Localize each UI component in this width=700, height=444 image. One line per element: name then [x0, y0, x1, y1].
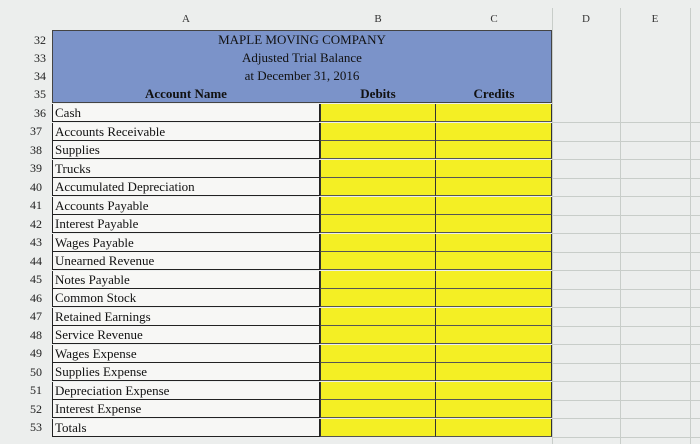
row-number[interactable]: 33 — [34, 50, 46, 65]
debit-input-cell[interactable] — [320, 289, 436, 307]
account-name-cell[interactable]: Service Revenue — [52, 326, 320, 344]
row-number[interactable]: 50 — [30, 364, 42, 379]
grid-line — [620, 8, 621, 444]
row-number[interactable]: 49 — [30, 346, 42, 360]
account-name-cell[interactable]: Trucks — [52, 160, 320, 178]
row-number[interactable]: 47 — [30, 309, 42, 323]
grid-line — [552, 326, 700, 327]
credit-input-cell[interactable] — [436, 419, 552, 437]
credit-input-cell[interactable] — [436, 160, 552, 178]
row-number[interactable]: 34 — [34, 68, 46, 83]
debit-input-cell[interactable] — [320, 400, 436, 418]
credit-input-cell[interactable] — [436, 326, 552, 344]
credit-input-cell[interactable] — [436, 345, 552, 363]
credit-input-cell[interactable] — [436, 197, 552, 215]
grid-line — [552, 159, 700, 160]
debit-input-cell[interactable] — [320, 234, 436, 252]
column-header-b[interactable]: B — [374, 13, 382, 25]
grid-line — [552, 363, 700, 364]
row-number[interactable]: 45 — [30, 272, 42, 286]
title-line[interactable]: at December 31, 2016 — [244, 68, 360, 83]
grid-line — [552, 437, 700, 438]
credit-input-cell[interactable] — [436, 234, 552, 252]
account-name-cell[interactable]: Depreciation Expense — [52, 382, 320, 400]
grid-line — [552, 400, 700, 401]
debit-input-cell[interactable] — [320, 141, 436, 159]
debit-input-cell[interactable] — [320, 308, 436, 326]
grid-line — [552, 381, 700, 382]
debit-input-cell[interactable] — [320, 160, 436, 178]
grid-line — [552, 233, 700, 234]
row-number[interactable]: 32 — [34, 32, 46, 47]
debit-input-cell[interactable] — [320, 178, 436, 196]
debit-input-cell[interactable] — [320, 326, 436, 344]
grid-line — [552, 307, 700, 308]
account-name-cell[interactable]: Totals — [52, 419, 320, 437]
column-header-c[interactable]: C — [490, 13, 498, 25]
row-number[interactable]: 43 — [30, 235, 42, 249]
grid-line — [552, 215, 700, 216]
grid-line — [552, 178, 700, 179]
account-name-cell[interactable]: Accounts Payable — [52, 197, 320, 215]
account-name-cell[interactable]: Wages Expense — [52, 345, 320, 363]
credit-input-cell[interactable] — [436, 215, 552, 233]
grid-line — [552, 8, 553, 444]
debit-input-cell[interactable] — [320, 123, 436, 141]
grid-line — [690, 8, 691, 444]
credit-input-cell[interactable] — [436, 252, 552, 270]
row-number[interactable]: 35 — [34, 86, 46, 101]
credit-input-cell[interactable] — [436, 308, 552, 326]
column-header-e[interactable]: E — [651, 13, 659, 25]
account-name-cell[interactable]: Notes Payable — [52, 271, 320, 289]
credit-input-cell[interactable] — [436, 178, 552, 196]
credit-input-cell[interactable] — [436, 363, 552, 381]
column-header-a[interactable]: A — [182, 13, 190, 25]
account-name-cell[interactable]: Accounts Receivable — [52, 123, 320, 141]
account-name-cell[interactable]: Interest Expense — [52, 400, 320, 418]
grid-line — [552, 418, 700, 419]
debit-input-cell[interactable] — [320, 382, 436, 400]
debits-header[interactable]: Debits — [360, 86, 396, 101]
credit-input-cell[interactable] — [436, 141, 552, 159]
debit-input-cell[interactable] — [320, 215, 436, 233]
row-number[interactable]: 42 — [30, 216, 42, 231]
row-number[interactable]: 44 — [30, 253, 42, 268]
row-number[interactable]: 41 — [30, 198, 42, 212]
row-number[interactable]: 37 — [30, 124, 42, 138]
title-line[interactable]: Adjusted Trial Balance — [242, 50, 362, 65]
debit-input-cell[interactable] — [320, 197, 436, 215]
grid-line — [552, 122, 700, 123]
row-number[interactable]: 52 — [30, 401, 42, 416]
debit-input-cell[interactable] — [320, 104, 436, 122]
credit-input-cell[interactable] — [436, 400, 552, 418]
credit-input-cell[interactable] — [436, 123, 552, 141]
account-name-cell[interactable]: Supplies Expense — [52, 363, 320, 381]
credit-input-cell[interactable] — [436, 271, 552, 289]
grid-line — [552, 141, 700, 142]
row-number[interactable]: 39 — [30, 161, 42, 175]
account-name-cell[interactable]: Supplies — [52, 141, 320, 159]
debit-input-cell[interactable] — [320, 419, 436, 437]
row-number[interactable]: 40 — [30, 179, 42, 194]
grid-line — [552, 270, 700, 271]
row-number[interactable]: 38 — [30, 142, 42, 157]
column-header-d[interactable]: D — [582, 13, 590, 25]
credit-input-cell[interactable] — [436, 382, 552, 400]
account-name-header[interactable]: Account Name — [145, 86, 227, 101]
debit-input-cell[interactable] — [320, 363, 436, 381]
credits-header[interactable]: Credits — [473, 86, 515, 101]
title-line[interactable]: MAPLE MOVING COMPANY — [218, 32, 386, 47]
grid-line — [552, 252, 700, 253]
account-name-cell[interactable]: Unearned Revenue — [52, 252, 320, 270]
row-number[interactable]: 46 — [30, 290, 42, 305]
account-name-cell[interactable]: Cash — [52, 104, 320, 122]
debit-input-cell[interactable] — [320, 345, 436, 363]
grid-line — [552, 289, 700, 290]
account-name-cell[interactable]: Common Stock — [52, 289, 320, 307]
debit-input-cell[interactable] — [320, 252, 436, 270]
account-name-cell[interactable]: Wages Payable — [52, 234, 320, 252]
grid-line — [552, 196, 700, 197]
debit-input-cell[interactable] — [320, 271, 436, 289]
grid-line — [552, 344, 700, 345]
row-number[interactable]: 51 — [30, 383, 42, 397]
credit-input-cell[interactable] — [436, 289, 552, 307]
account-name-cell[interactable]: Retained Earnings — [52, 308, 320, 326]
credit-input-cell[interactable] — [436, 104, 552, 122]
row-number[interactable]: 53 — [30, 420, 42, 434]
row-number[interactable]: 48 — [30, 327, 42, 342]
row-number[interactable]: 36 — [34, 105, 46, 120]
account-name-cell[interactable]: Interest Payable — [52, 215, 320, 233]
account-name-cell[interactable]: Accumulated Depreciation — [52, 178, 320, 196]
